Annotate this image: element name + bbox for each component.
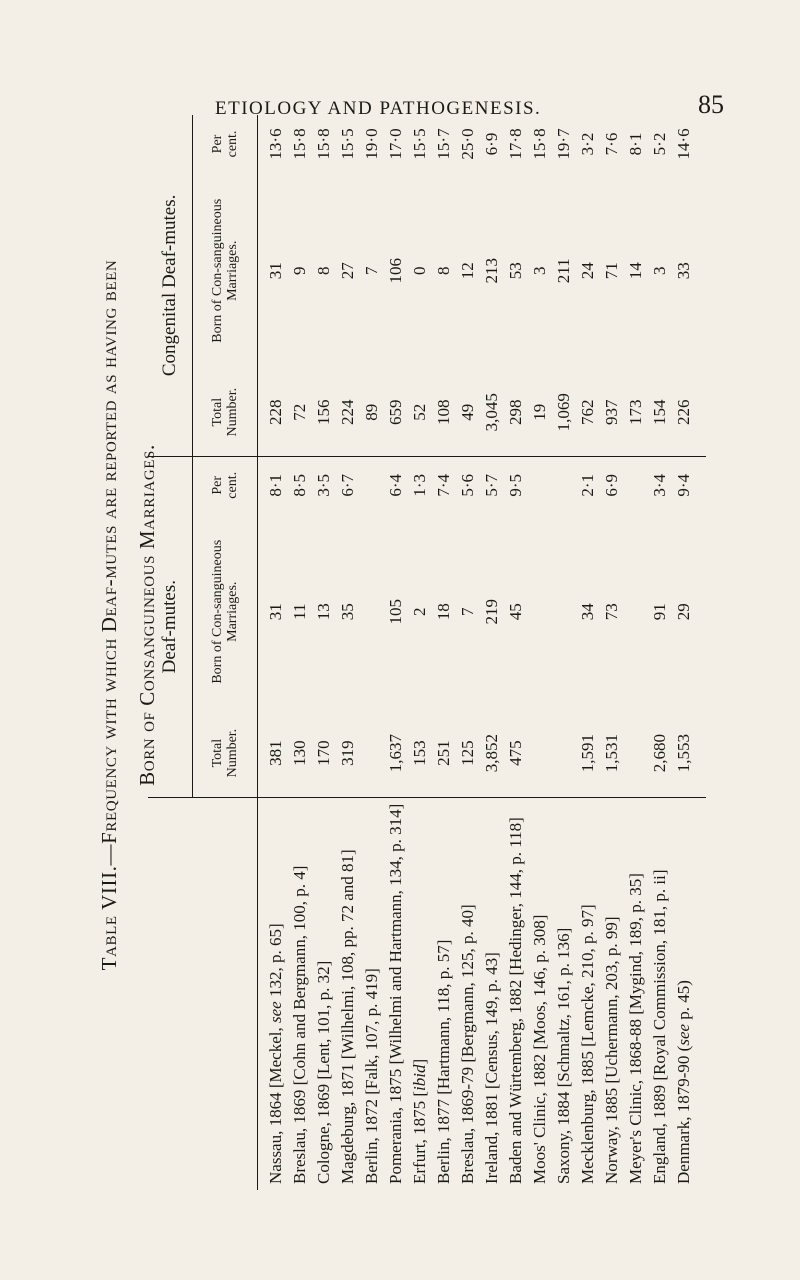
cell-c-total: 173 [624,369,648,457]
cell-d-total [552,710,576,798]
caption-line-2: Born of Consanguineous Marriages. [135,444,159,786]
cell-d-pct [624,456,648,514]
caption-line-1: Table VIII.—Frequency with which Deaf-mutes are reported as having been [97,259,121,971]
cell-c-total: 72 [288,369,312,457]
cell-c-total: 228 [258,369,289,457]
cell-c-total: 19 [528,369,552,457]
cell-c-pct: 15·5 [410,128,429,160]
cell-d-total: 170 [312,710,336,798]
cell-c-pct: 3·2 [578,132,597,156]
row-label: Breslau, 1869-79 [Bergmann, 125, p. 40] [458,904,477,1184]
table-row [432,115,456,1190]
running-title: ETIOLOGY AND PATHOGENESIS. [215,98,542,119]
row-label: Cologne, 1869 [Lent, 101, p. 32] [314,960,333,1184]
cell-c-pct: 6·9 [482,132,501,156]
row-label: Meyer's Clinic, 1868-88 [Mygind, 189, p. 35] [626,873,645,1184]
label-header-cell [148,797,258,1190]
row-label: Breslau, 1869 [Cohn and Bergmann, 100, p. 4] [290,865,309,1184]
cell-c-pct: 5·2 [650,132,669,156]
row-label: Ireland, 1881 [Census, 149, p. 43] [482,952,501,1184]
cell-d-total: 251 [432,710,456,798]
cell-c-total: 49 [456,369,480,457]
cell-c-pct: 14·6 [674,128,693,160]
cell-c-pct: 8·1 [626,132,645,156]
cell-c-born: 211 [554,258,573,284]
cell-d-born: 219 [482,598,501,625]
cell-c-born: 3 [650,266,669,276]
congenital-pct-header: Per cent. [193,115,258,173]
row-label: Mecklenburg, 1885 [Lemcke, 210, p. 97] [578,904,597,1184]
cell-c-total: 52 [408,369,432,457]
cell-c-born: 3 [530,266,549,276]
cell-c-pct: 15·8 [314,128,333,160]
row-label: Baden and Würtemberg, 1882 [Hedinger, 144, p. 118] [506,817,525,1184]
cell-c-pct: 15·7 [434,128,453,160]
table-row [384,115,408,1190]
row-label: Denmark, 1879-90 (see p. 45) [674,980,693,1184]
cell-d-pct: 3·4 [650,473,669,497]
row-label: Saxony, 1884 [Schmaltz, 161, p. 136] [554,927,573,1184]
cell-d-total [624,710,648,798]
cell-c-total: 3,045 [480,369,504,457]
cell-c-pct: 19·7 [554,128,573,160]
cell-c-born: 53 [506,262,525,280]
cell-c-total: 937 [600,369,624,457]
cell-d-born: 2 [410,607,429,616]
table-row [360,115,384,1190]
cell-d-pct: 2·1 [578,473,597,497]
cell-c-total: 89 [360,369,384,457]
cell-d-born: 35 [338,603,357,621]
cell-c-pct: 7·6 [602,132,621,156]
row-label: Berlin, 1872 [Falk, 107, p. 419] [362,968,381,1184]
cell-d-total: 125 [456,710,480,798]
deaf-pct-header: Per cent. [193,456,258,514]
table-row [456,115,480,1190]
cell-c-total: 226 [672,369,696,457]
cell-c-born: 71 [602,262,621,280]
cell-d-total [528,710,552,798]
cell-c-born: 27 [338,262,357,280]
row-label: Berlin, 1877 [Hartmann, 118, p. 57] [434,939,453,1184]
cell-c-total: 762 [576,369,600,457]
cell-c-born: 213 [482,258,501,284]
cell-d-total: 1,531 [600,710,624,798]
cell-d-total: 475 [504,710,528,798]
cell-c-pct: 15·5 [338,128,357,160]
cell-d-born: 105 [386,598,405,625]
cell-c-total: 108 [432,369,456,457]
congenital-group-header: Congenital Deaf-mutes. [148,115,193,456]
row-label: Magdeburg, 1871 [Wilhelmi, 108, pp. 72 and 81] [338,849,357,1184]
cell-d-total: 153 [408,710,432,798]
cell-d-pct [552,456,576,514]
row-label: Pomerania, 1875 [Wilhelmi and Hartmann, 134, p. 314] [386,803,405,1184]
table-row [672,115,696,1190]
data-table [148,115,706,1190]
cell-d-born: 7 [458,607,477,616]
cell-d-pct: 8·5 [290,473,309,497]
cell-c-total: 154 [648,369,672,457]
cell-d-born: 31 [266,603,285,621]
cell-c-pct: 17·0 [386,128,405,160]
congenital-total-header: Total Number. [193,369,258,457]
cell-c-pct: 15·8 [290,128,309,160]
cell-d-pct: 5·7 [482,473,501,497]
row-label: Norway, 1885 [Uchermann, 203, p. 99] [602,916,621,1184]
cell-d-born: 45 [506,603,525,621]
cell-c-born: 12 [458,262,477,280]
table-row [258,115,289,1190]
cell-c-born: 0 [410,266,429,276]
table-row [576,115,600,1190]
row-label: Erfurt, 1875 [ibid] [410,1058,429,1184]
cell-c-total: 1,069 [552,369,576,457]
cell-d-pct: 6·7 [338,473,357,497]
cell-c-total: 298 [504,369,528,457]
table-row [312,115,336,1190]
cell-d-total: 1,553 [672,710,696,798]
cell-c-born: 8 [314,266,333,276]
deaf-mutes-group-header: Deaf-mutes. [148,456,193,797]
cell-d-pct: 9·5 [506,473,525,497]
cell-d-total: 1,637 [384,710,408,798]
cell-d-born: 29 [674,603,693,621]
table-row [336,115,360,1190]
cell-d-born: 13 [314,603,333,621]
cell-c-pct: 19·0 [362,128,381,160]
cell-c-total: 659 [384,369,408,457]
cell-c-pct: 15·8 [530,128,549,160]
cell-c-pct: 17·8 [506,128,525,160]
deaf-total-header: Total Number. [193,710,258,798]
row-label: Moos' Clinic, 1882 [Moos, 146, p. 308] [530,914,549,1184]
cell-d-born [552,514,576,710]
cell-d-pct: 1·3 [410,473,429,497]
cell-d-born: 91 [650,603,669,621]
table-row [288,115,312,1190]
cell-d-total: 2,680 [648,710,672,798]
cell-d-total: 319 [336,710,360,798]
cell-c-pct: 13·6 [266,128,285,160]
cell-d-pct: 8·1 [266,473,285,497]
cell-d-born: 11 [290,603,309,620]
deaf-born-header: Born of Con-sanguineous Marriages. [193,514,258,710]
cell-d-total: 3,852 [480,710,504,798]
cell-d-pct: 6·9 [602,473,621,497]
cell-c-born: 33 [674,262,693,280]
cell-c-born: 7 [362,266,381,276]
cell-d-born: 73 [602,603,621,621]
cell-d-total: 381 [258,710,289,798]
cell-d-pct [360,456,384,514]
table-footer-spacer [696,115,706,1190]
cell-c-pct: 25·0 [458,128,477,160]
cell-c-total: 224 [336,369,360,457]
cell-d-born [624,514,648,710]
cell-d-total: 1,591 [576,710,600,798]
page-number: 85 [698,90,724,119]
cell-d-total [360,710,384,798]
table-row [480,115,504,1190]
cell-c-born: 9 [290,266,309,276]
cell-c-born: 31 [266,262,285,280]
cell-c-born: 106 [386,258,405,284]
table-row [648,115,672,1190]
cell-c-total: 156 [312,369,336,457]
row-label: England, 1889 [Royal Commission, 181, p. ii] [650,869,669,1184]
cell-c-born: 8 [434,266,453,276]
table-row [504,115,528,1190]
cell-d-pct: 9·4 [674,473,693,497]
cell-d-pct: 5·6 [458,473,477,497]
cell-d-born [528,514,552,710]
cell-c-born: 14 [626,262,645,280]
row-label: Nassau, 1864 [Meckel, see 132, p. 65] [266,923,285,1184]
cell-d-pct [528,456,552,514]
cell-d-pct: 7·4 [434,473,453,497]
cell-d-total: 130 [288,710,312,798]
consanguinity-table [148,115,693,1190]
table-row [552,115,576,1190]
table-row [624,115,648,1190]
cell-c-born: 24 [578,262,597,280]
table-row [528,115,552,1190]
cell-d-born [360,514,384,710]
table-row [600,115,624,1190]
table-row [408,115,432,1190]
cell-d-born: 34 [578,603,597,621]
table-body [258,115,707,1190]
cell-d-born: 18 [434,603,453,621]
cell-d-pct: 6·4 [386,473,405,497]
congenital-born-header: Born of Con-sanguineous Marriages. [193,173,258,369]
cell-d-pct: 3·5 [314,473,333,497]
